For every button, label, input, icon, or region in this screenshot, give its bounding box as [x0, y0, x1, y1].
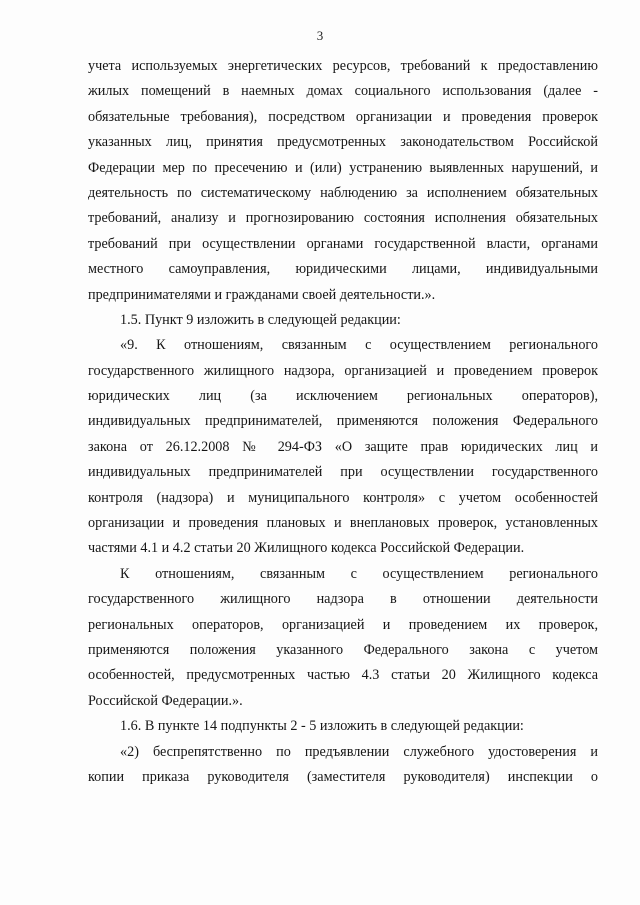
text-line: государственного жилищного надзора, организацией и проведением проверок	[88, 362, 598, 379]
text-line: организации и проведения плановых и внеплановых проверок, установленных	[88, 515, 598, 532]
text-line: индивидуальных предпринимателей, применяются положения Федерального	[88, 413, 598, 430]
text-line: требований, анализу и прогнозированию состояния исполнения обязательных	[88, 210, 598, 227]
text-line: К отношениям, связанным с осуществлением регионального	[120, 565, 598, 582]
text-line: юридических лиц (за исключением региональных операторов),	[88, 388, 598, 405]
text-line: 1.6. В пункте 14 подпункты 2 - 5 изложить в следующей редакции:	[120, 718, 524, 735]
text-line: копии приказа руководителя (заместителя руководителя) инспекции о	[88, 768, 598, 785]
text-line: индивидуальных предпринимателей при осуществлении государственного	[88, 464, 598, 481]
text-line: «2) беспрепятственно по предъявлении служебного удостоверения и	[120, 743, 598, 760]
text-line: деятельность по систематическому наблюдению за исполнением обязательных	[88, 184, 598, 201]
text-line: требований при осуществлении органами государственной власти, органами	[88, 235, 598, 252]
text-line: применяются положения указанного Федерального закона с учетом	[88, 641, 598, 658]
text-line: особенностей, предусмотренных частью 4.3 статьи 20 Жилищного кодекса	[88, 667, 598, 684]
text-line: «9. К отношениям, связанным с осуществлением регионального	[120, 337, 598, 354]
page-number: 3	[316, 28, 324, 43]
document-body	[88, 54, 598, 790]
text-line: жилых помещений в наемных домах социального использования (далее -	[88, 83, 598, 100]
text-line: региональных операторов, организацией и проведением их проверок,	[88, 616, 598, 633]
text-line: Федерации мер по пресечению и (или) устранению выявленных нарушений, и	[88, 159, 598, 176]
text-line: предпринимателями и гражданами своей деятельности.».	[88, 286, 436, 303]
text-line: обязательные требования), посредством организации и проведения проверок	[88, 108, 598, 125]
text-line: указанных лиц, принятия предусмотренных законодательством Российской	[88, 134, 598, 151]
text-line: местного самоуправления, юридическими лицами, индивидуальными	[88, 261, 598, 278]
text-line: контроля (надзора) и муниципального контроля» с учетом особенностей	[88, 489, 598, 506]
text-line: учета используемых энергетических ресурсов, требований к предоставлению	[88, 58, 598, 74]
text-line: государственного жилищного надзора в отношении деятельности	[88, 591, 598, 608]
text-line: Российской Федерации.».	[88, 692, 243, 709]
text-line: частями 4.1 и 4.2 статьи 20 Жилищного кодекса Российской Федерации.	[88, 540, 525, 557]
text-line: закона от 26.12.2008 № 294-ФЗ «О защите прав юридических лиц и	[88, 438, 598, 455]
text-line: 1.5. Пункт 9 изложить в следующей редакции:	[120, 311, 401, 328]
